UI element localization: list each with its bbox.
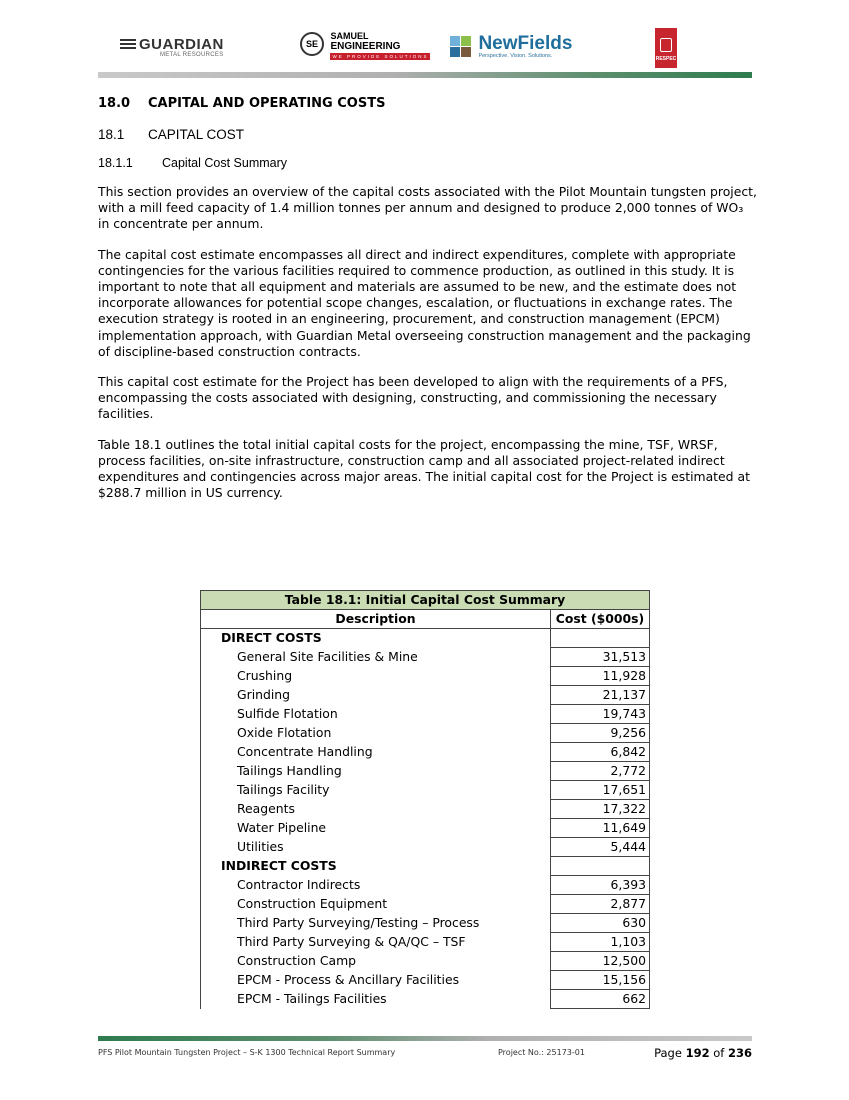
page-current: 192	[685, 1046, 710, 1060]
heading-number: 18.0	[98, 96, 131, 111]
cost-item-value: 2,772	[551, 762, 650, 781]
table-row	[201, 971, 650, 990]
table-header-row	[201, 610, 650, 629]
cost-item-value: 9,256	[551, 724, 650, 743]
page-of: of	[713, 1046, 725, 1060]
table-row	[201, 781, 650, 800]
newfields-logo-tagline: Perspective. Vision. Solutions.	[478, 53, 553, 59]
cost-item-value: 19,743	[551, 705, 650, 724]
cost-item-label: Concentrate Handling	[201, 743, 551, 762]
cost-item-value: 11,928	[551, 667, 650, 686]
table-row	[201, 743, 650, 762]
column-header-cost: Cost ($000s)	[551, 610, 650, 629]
cost-item-label: Oxide Flotation	[201, 724, 551, 743]
table-row	[201, 876, 650, 895]
section-title: DIRECT COSTS	[201, 629, 551, 648]
table-caption-row	[201, 591, 650, 610]
heading-number: 18.1	[98, 127, 125, 142]
guardian-logo	[120, 36, 224, 58]
footer-report-title: PFS Pilot Mountain Tungsten Project – S-K 1300 Technical Report Summary	[98, 1048, 396, 1057]
cost-item-value: 5,444	[551, 838, 650, 857]
cost-item-label: Sulfide Flotation	[201, 705, 551, 724]
table-row	[201, 705, 650, 724]
cost-item-value: 11,649	[551, 819, 650, 838]
header-divider	[98, 72, 752, 78]
cost-item-value: 1,103	[551, 933, 650, 952]
cost-item-label: Tailings Facility	[201, 781, 551, 800]
table-row	[201, 648, 650, 667]
paragraph: The capital cost estimate encompasses all direct and indirect expenditures, complete with appropriate contingencies for the various facilities required to commence production, as outlined in this study. It is important to note that all equipment and materials are assumed to be new, and the estimate does not incorporate allowances for potential scope changes, escalation, or fluctuations in exchange rates. The execution strategy is rooted in an engineering, procurement, and construction management (EPCM) implementation approach, with Guardian Metal overseeing construction management and the packaging of discipline-based construction contracts.	[98, 246, 751, 359]
heading-title: CAPITAL AND OPERATING COSTS	[148, 96, 386, 111]
table-row	[201, 952, 650, 971]
section-heading-18	[98, 96, 758, 111]
cost-item-value: 12,500	[551, 952, 650, 971]
respec-mark-icon	[660, 38, 672, 52]
paragraph: This section provides an overview of the capital costs associated with the Pilot Mountain tungsten project, with a mill feed capacity of 1.4 million tonnes per annum and designed to produce 2,000 tonnes of WO₃ in concentrate per annum.	[98, 184, 757, 232]
table-row	[201, 990, 650, 1009]
cost-item-value: 17,651	[551, 781, 650, 800]
cost-item-label: Contractor Indirects	[201, 876, 551, 895]
samuel-engineering-logo	[300, 32, 430, 60]
cost-item-label: Tailings Handling	[201, 762, 551, 781]
newfields-logo	[450, 34, 572, 59]
heading-title: Capital Cost Summary	[162, 156, 288, 170]
page-word: Page	[654, 1046, 682, 1060]
samuel-logo-line2: ENGINEERING	[330, 41, 401, 52]
cost-item-value: 31,513	[551, 648, 650, 667]
section-heading-18-1-1	[98, 156, 758, 170]
table-caption: Table 18.1: Initial Capital Cost Summary	[201, 591, 650, 610]
section-heading-18-1	[98, 127, 758, 142]
section-cost-empty	[551, 857, 650, 876]
samuel-mark-icon: SE	[300, 32, 324, 56]
table-row	[201, 724, 650, 743]
table-body	[201, 629, 650, 1009]
table-section-row	[201, 629, 650, 648]
respec-logo-name: RESPEC	[655, 56, 677, 62]
footer-project-number: Project No.: 25173-01	[498, 1048, 585, 1057]
cost-item-value: 17,322	[551, 800, 650, 819]
table-row	[201, 686, 650, 705]
table-row	[201, 933, 650, 952]
cost-item-label: Utilities	[201, 838, 551, 857]
paragraph: This capital cost estimate for the Project has been developed to align with the requirements of a PFS, encompassing the costs associated with designing, constructing, and commissioning the necessary facilities.	[98, 374, 728, 422]
cost-item-value: 630	[551, 914, 650, 933]
samuel-logo-tagline: WE PROVIDE SOLUTIONS	[332, 54, 429, 59]
cost-item-value: 15,156	[551, 971, 650, 990]
paragraph: Table 18.1 outlines the total initial capital costs for the project, encompassing the mine, TSF, WRSF, process facilities, on-site infrastructure, construction camp and all associated project-related indirect expenditures and contingencies across major areas. The initial capital cost for the Project is estimated at $288.7 million in US currency.	[98, 436, 750, 501]
table-row	[201, 800, 650, 819]
cost-item-label: Grinding	[201, 686, 551, 705]
column-header-description: Description	[201, 610, 551, 629]
capital-cost-table	[200, 590, 650, 1009]
guardian-mark-icon	[120, 39, 136, 51]
guardian-logo-name: GUARDIAN	[139, 36, 224, 53]
respec-logo	[655, 28, 677, 68]
heading-number: 18.1.1	[98, 156, 133, 170]
cost-item-label: Third Party Surveying & QA/QC – TSF	[201, 933, 551, 952]
cost-item-value: 2,877	[551, 895, 650, 914]
cost-item-label: Reagents	[201, 800, 551, 819]
page-total: 236	[727, 1046, 752, 1060]
table-row	[201, 914, 650, 933]
cost-item-label: EPCM - Process & Ancillary Facilities	[201, 971, 551, 990]
newfields-logo-name: NewFields	[478, 33, 573, 54]
cost-item-label: Third Party Surveying/Testing – Process	[201, 914, 551, 933]
footer-page-number	[654, 1046, 752, 1060]
cost-item-label: Water Pipeline	[201, 819, 551, 838]
cost-item-value: 6,393	[551, 876, 650, 895]
cost-item-value: 21,137	[551, 686, 650, 705]
section-title: INDIRECT COSTS	[201, 857, 551, 876]
table-section-row	[201, 857, 650, 876]
cost-item-label: Crushing	[201, 667, 551, 686]
cost-item-label: Construction Camp	[201, 952, 551, 971]
page-content	[98, 96, 758, 515]
table-row	[201, 667, 650, 686]
table-row	[201, 895, 650, 914]
section-cost-empty	[551, 629, 650, 648]
cost-item-value: 662	[551, 990, 650, 1009]
newfields-squares-icon	[450, 36, 472, 58]
guardian-logo-subtitle: METAL RESOURCES	[160, 52, 224, 58]
footer-divider	[98, 1036, 752, 1041]
table-row	[201, 838, 650, 857]
table-row	[201, 762, 650, 781]
cost-item-label: EPCM - Tailings Facilities	[201, 990, 551, 1009]
cost-item-value: 6,842	[551, 743, 650, 762]
header-logos	[98, 28, 752, 68]
cost-item-label: Construction Equipment	[201, 895, 551, 914]
heading-title: CAPITAL COST	[148, 127, 245, 142]
cost-item-label: General Site Facilities & Mine	[201, 648, 551, 667]
samuel-logo-line1: SAMUEL	[330, 31, 369, 41]
table-row	[201, 819, 650, 838]
